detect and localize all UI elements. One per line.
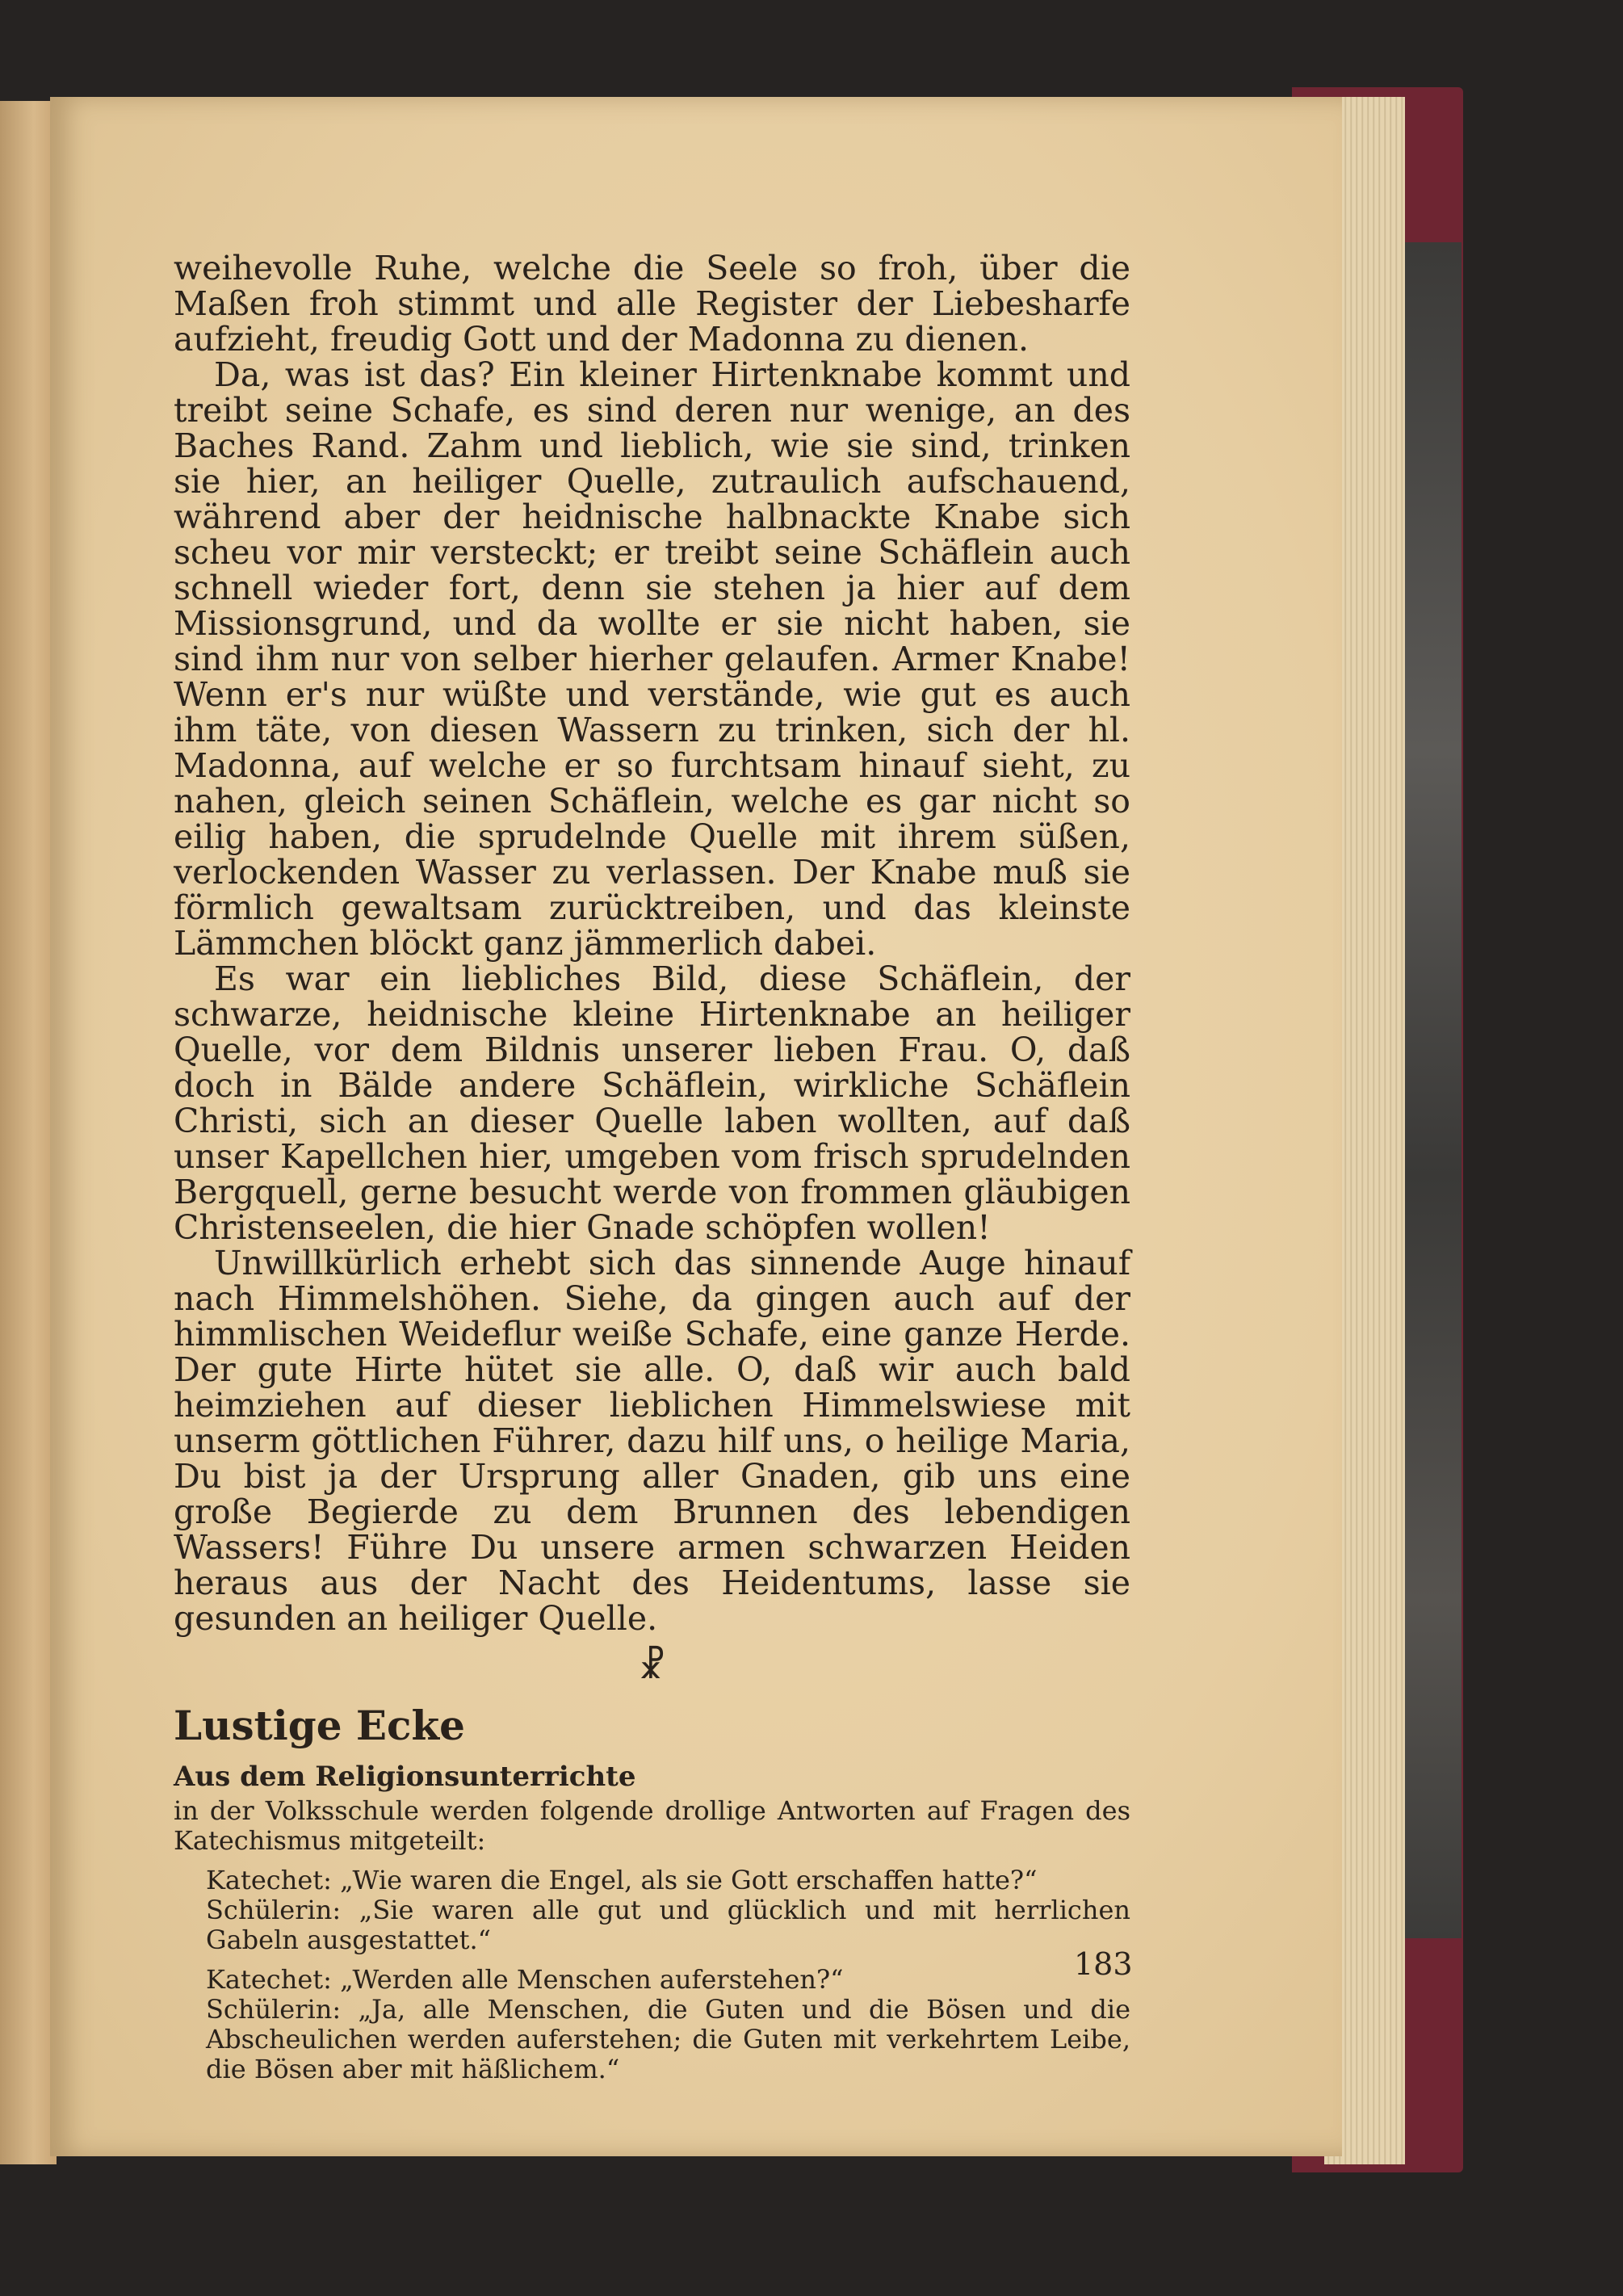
dialog-answer: Schülerin: „Ja, alle Menschen, die Guten und die Bösen und die Abscheulichen werden auferstehen; die Guten mit verkehrtem Leibe, die Bösen aber mit häßlichem.“ (206, 1994, 1130, 2084)
article-body (174, 250, 1130, 1636)
intro-text: in der Volksschule werden folgende drollige Antworten auf Fragen des Katechismus mitgeteilt: (174, 1795, 1130, 1856)
anecdote (174, 1796, 1130, 2084)
dialog-question: Katechet: „Wie waren die Engel, als sie Gott erschaffen hatte?“ (206, 1865, 1038, 1895)
page-number: 183 (1074, 1946, 1133, 1982)
page-text (174, 250, 1130, 2084)
paragraph: Unwillkürlich erhebt sich das sinnende Auge hinauf nach Himmelshöhen. Siehe, da gingen auch auf der himmlischen Weideflur weiße Schafe, eine ganze Herde. Der gute Hirte hütet sie alle. O, daß wir auch bald heimziehen auf dieser lieblichen Himmelswiese mit unserm göttlichen Führer, dazu hilf uns, o heilige Maria, Du bist ja der Ursprung aller Gnaden, gib uns eine große Begierde zu dem Brunnen des lebendigen Wassers! Führe Du unsere armen schwarzen Heiden heraus aus der Nacht des Heidentums, lasse sie gesunden an heiliger Quelle. (174, 1244, 1130, 1638)
dialog-answer: Schülerin: „Sie waren alle gut und glücklich und mit herrlichen Gabeln ausgestattet.“ (206, 1895, 1130, 1955)
paragraph: Da, was ist das? Ein kleiner Hirtenknabe kommt und treibt seine Schafe, es sind deren nur wenige, an des Baches Rand. Zahm und lieblich, wie sie sind, trinken sie hier, an heiliger Quelle, zutraulich aufschauend, während aber der heidnische halbnackte Knabe sich scheu vor mir versteckt; er treibt seine Schäflein auch schnell wieder fort, denn sie stehen ja hier auf dem Missionsgrund, und da wollte er sie nicht haben, sie sind ihm nur von selber hierher gelaufen. Armer Knabe! Wenn er's nur wüßte und verstände, wie gut es auch ihm täte, von diesen Wassern zu trinken, sich der hl. Madonna, auf welche er so furchtsam hinauf sieht, zu nahen, gleich seinen Schäflein, welche es gar nicht so eilig haben, die sprudelnde Quelle mit ihrem süßen, verlockenden Wasser zu verlassen. Der Knabe muß sie förmlich gewaltsam zurücktreiben, und das kleinste Lämmchen blöckt ganz jämmerlich dabei. (174, 355, 1130, 963)
paragraph: Es war ein liebliches Bild, diese Schäflein, der schwarze, heidnische kleine Hirtenknabe an heiliger Quelle, vor dem Bildnis unserer lieben Frau. O, daß doch in Bälde andere Schäflein, wirkliche Schäflein Christi, sich an dieser Quelle laben wollten, auf daß unser Kapellchen hier, umgeben vom frisch sprudelnden Bergquell, gerne besucht werde von frommen gläubigen Christenseelen, die hier Gnade schöpfen wollen! (174, 959, 1130, 1247)
section-title: Lustige Ecke (174, 1702, 465, 1749)
left-page-edge (0, 101, 57, 2164)
dialog-question: Katechet: „Werden alle Menschen auferstehen?“ (206, 1964, 844, 1995)
paragraph: weihevolle Ruhe, welche die Seele so froh, über die Maßen froh stimmt und alle Register der Liebesharfe aufzieht, freudig Gott und der Madonna zu dienen. (174, 249, 1130, 359)
section-subtitle: Aus dem Religionsunterrichte (174, 1761, 636, 1793)
marbled-endpaper (1405, 242, 1462, 1938)
chi-rho-divider-icon: ☧ (638, 1646, 666, 1687)
